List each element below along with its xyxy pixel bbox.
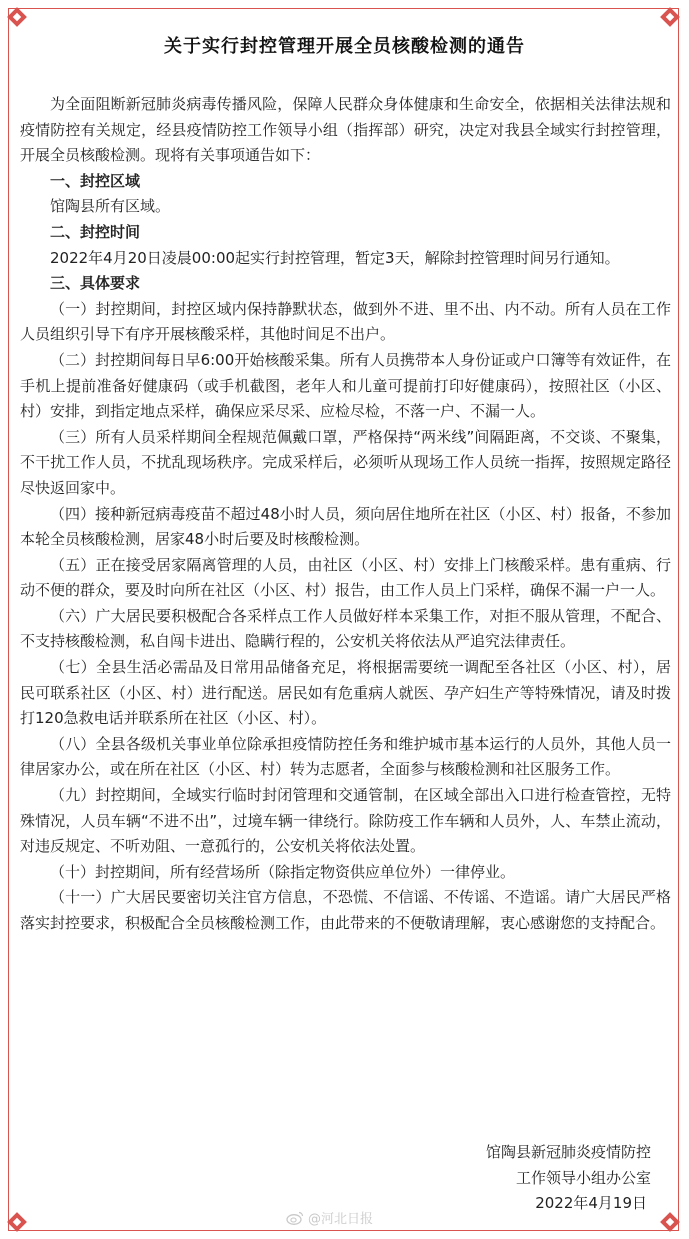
frame-corner-ornament — [7, 7, 27, 27]
paragraph: 馆陶县所有区域。 — [50, 197, 171, 216]
frame-corner-ornament — [7, 1212, 27, 1232]
weibo-icon — [286, 1211, 304, 1225]
paragraph: （七）全县生活必需品及日常用品储备充足，将根据需要统一调配至各社区（小区、村），居民可联系社区（小区、村）进行配送。居民如有危重病人就医、孕产妇生产等特殊情况，请及时拨打120急救电话并联系所在社区（小区、村）。 — [20, 658, 671, 728]
frame-corner-ornament — [660, 1212, 680, 1232]
paragraph: （二）封控期间每日早6:00开始核酸采集。所有人员携带本人身份证或户口簿等有效证件，在手机上提前准备好健康码（或手机截图，老年人和儿童可提前打印好健康码），按照社区（小区、村）安排，到指定地点采样，确保应采尽采、应检尽检，不落一户、不漏一人。 — [20, 350, 671, 421]
paragraph: （一）封控期间，封控区域内保持静默状态，做到外不进、里不出、内不动。所有人员在工作人员组织引导下有序开展核酸采样，其他时间足不出户。 — [20, 299, 671, 344]
paragraph: （四）接种新冠病毒疫苗不超过48小时人员，须向居住地所在社区（小区、村）报备，不参加本轮全员核酸检测，居家48小时后要及时核酸检测。 — [20, 504, 671, 549]
paragraph: （八）全县各级机关事业单位除承担疫情防控任务和维护城市基本运行的人员外，其他人员一律居家办公，或在所在社区（小区、村）转为志愿者，全面参与核酸检测和社区服务工作。 — [20, 734, 671, 779]
section-heading: 一、封控区域 — [50, 171, 141, 190]
notice-body — [20, 92, 671, 937]
paragraph: （五）正在接受居家隔离管理的人员，由社区（小区、村）安排上门核酸采样。患有重病、行动不便的群众，要及时向所在社区（小区、村）报告，由工作人员上门采样，确保不漏一户一人。 — [20, 555, 671, 600]
watermark-text: @河北日报 — [308, 1212, 374, 1227]
section-heading: 三、具体要求 — [50, 274, 141, 293]
issuer-line-1: 馆陶县新冠肺炎疫情防控 — [485, 1143, 651, 1161]
paragraph: （十）封控期间，所有经营场所（除指定物资供应单位外）一律停业。 — [50, 862, 516, 881]
paragraph: （九）封控期间，全域实行临时封闭管理和交通管制，在区域全部出入口进行检查管控，无特殊情况，人员车辆“不进不出”，过境车辆一律绕行。除防疫工作车辆和人员外，人、车禁止流动，对违反规定、不听劝阻、一意孤行的，公安机关将依法处置。 — [20, 786, 671, 856]
paragraph: （六）广大居民要积极配合各采样点工作人员做好样本采集工作，对拒不服从管理，不配合、不支持核酸检测，私自闯卡进出、隐瞒行程的，公安机关将依法从严追究法律责任。 — [20, 606, 671, 651]
notice-title: 关于实行封控管理开展全员核酸检测的通告 — [164, 36, 525, 57]
paragraph-intro: 为全面阻断新冠肺炎病毒传播风险，保障人民群众身体健康和生命安全，依据相关法律法规和疫情防控有关规定，经县疫情防控工作领导小组（指挥部）研究，决定对我县全域实行封控管理，开展全员核酸检测。现将有关事项通告如下： — [20, 95, 671, 165]
section-heading: 二、封控时间 — [50, 222, 141, 241]
paragraph: （三）所有人员采样期间全程规范佩戴口罩，严格保持“两米线”间隔距离，不交谈、不聚集，不干扰工作人员，不扰乱现场秩序。完成采样后，必须听从现场工作人员统一指挥，按照规定路径尽快返回家中。 — [20, 427, 671, 497]
issue-date: 2022年4月19日 — [535, 1194, 647, 1212]
paragraph: （十一）广大居民要密切关注官方信息，不恐慌、不信谣、不传谣、不造谣。请广大居民严格落实封控要求，积极配合全员核酸检测工作，由此带来的不便敬请理解，衷心感谢您的支持配合。 — [20, 888, 671, 932]
paragraph: 2022年4月20日凌晨00:00起实行封控管理，暂定3天，解除封控管理时间另行通知。 — [50, 248, 620, 267]
issuer-line-2: 工作领导小组办公室 — [515, 1168, 651, 1187]
signature-block — [486, 1140, 651, 1217]
frame-corner-ornament — [660, 7, 680, 27]
source-watermark — [286, 1208, 373, 1227]
